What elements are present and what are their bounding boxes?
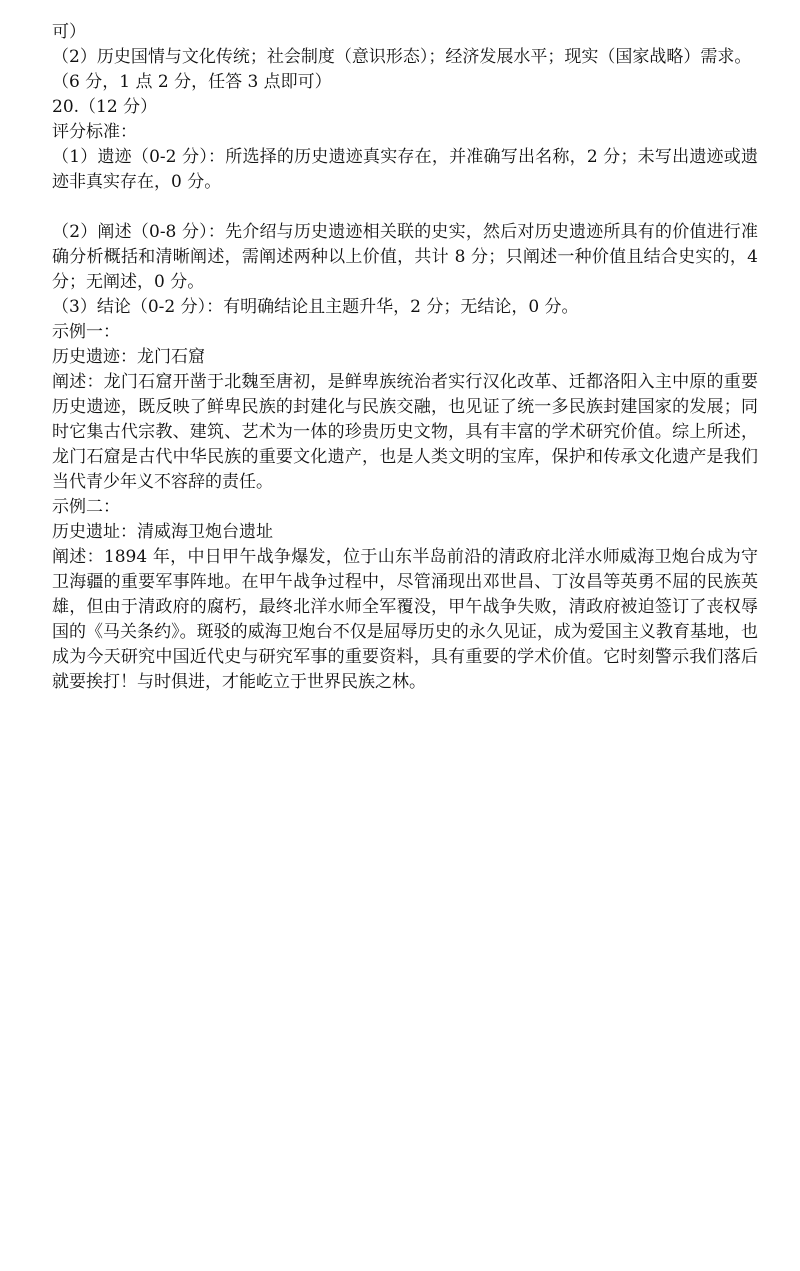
criterion-elaboration: （2）阐述（0-8 分）：先介绍与历史遗迹相关联的史实，然后对历史遗迹所具有的价值进行准确分析概括和清晰阐述，需阐述两种以上价值，共计 8 分；只阐述一种价值且结合史实的，4 分；无阐述，0 分。 bbox=[52, 222, 758, 292]
scoring-note: （6 分，1 点 2 分，任答 3 点即可） bbox=[52, 72, 332, 92]
example-2-heading: 示例二： bbox=[52, 497, 120, 517]
question-20-heading: 20.（12 分） bbox=[52, 97, 158, 117]
example-1-text: 阐述：龙门石窟开凿于北魏至唐初，是鲜卑族统治者实行汉化改革、迁都洛阳入主中原的重要历史遗迹，既反映了鲜卑民族的封建化与民族交融，也见证了统一多民族封建国家的发展；同时它集古代宗教、建筑、艺术为一体的珍贵历史文物，具有丰富的学术研究价值。综上所述，龙门石窟是古代中华民族的重要文化遗产，也是人类文明的宝库，保护和传承文化遗产是我们当代青少年义不容辞的责任。 bbox=[52, 372, 758, 492]
answer-key-page bbox=[52, 20, 758, 695]
example-1-site: 历史遗迹：龙门石窟 bbox=[52, 347, 205, 367]
example-2-site: 历史遗址：清威海卫炮台遗址 bbox=[52, 522, 273, 542]
example-2-text: 阐述：1894 年，中日甲午战争爆发，位于山东半岛前沿的清政府北洋水师威海卫炮台成为守卫海疆的重要军事阵地。在甲午战争过程中，尽管涌现出邓世昌、丁汝昌等英勇不屈的民族英雄，但由于清政府的腐朽，最终北洋水师全军覆没，甲午战争失败，清政府被迫签订了丧权辱国的《马关条约》。斑驳的威海卫炮台不仅是屈辱历史的永久见证，成为爱国主义教育基地，也成为今天研究中国近代史与研究军事的重要资料，具有重要的学术价值。它时刻警示我们落后就要挨打！与时俱进，才能屹立于世界民族之林。 bbox=[52, 547, 758, 692]
answer-item-2: （2）历史国情与文化传统；社会制度（意识形态）；经济发展水平；现实（国家战略）需求。 bbox=[52, 47, 752, 67]
criterion-conclusion: （3）结论（0-2 分）：有明确结论且主题升华，2 分；无结论，0 分。 bbox=[52, 297, 579, 317]
answer-continuation: 可） bbox=[52, 22, 86, 42]
scoring-criteria-heading: 评分标准： bbox=[52, 122, 137, 142]
criterion-site: （1）遗迹（0-2 分）：所选择的历史遗迹真实存在，并准确写出名称，2 分；未写出遗迹或遗迹非真实存在，0 分。 bbox=[52, 147, 758, 192]
example-1-heading: 示例一： bbox=[52, 322, 120, 342]
